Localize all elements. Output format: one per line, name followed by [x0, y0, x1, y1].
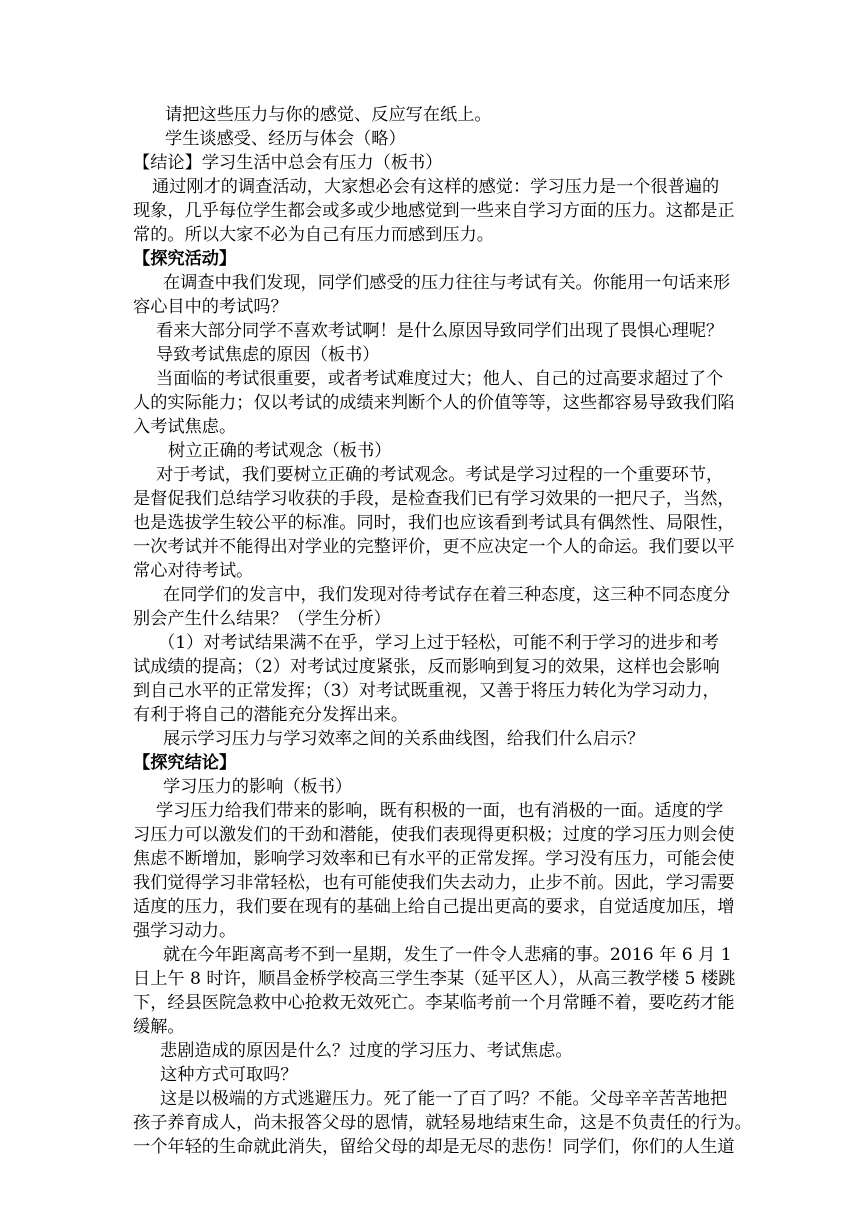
text-line: 孩子养育成人，尚未报答父母的恩情，就轻易地结束生命，这是不负责任的行为。 — [133, 1113, 752, 1133]
text-line: 一个年轻的生命就此消失，留给父母的却是无尽的悲伤！同学们，你们的人生道 — [133, 1137, 735, 1157]
text-line: 导致考试焦虑的原因（板书） — [156, 345, 380, 365]
text-line: 常的。所以大家不必为自己有压力而感到压力。 — [133, 225, 494, 245]
text-line: 对于考试，我们要树立正确的考试观念。考试是学习过程的一个重要环节， — [156, 465, 724, 485]
text-line: 到自己水平的正常发挥；（3）对考试既重视，又善于将压力转化为学习动力， — [133, 681, 720, 701]
text-line: 悲剧造成的原因是什么？过度的学习压力、考试焦虑。 — [160, 1041, 573, 1061]
text-line: 也是选拔学生较公平的标准。同时，我们也应该看到考试具有偶然性、局限性， — [133, 513, 735, 533]
text-line: 人的实际能力；仅以考试的成绩来判断个人的价值等等，这些都容易导致我们陷 — [133, 393, 735, 413]
text-line: 是督促我们总结学习收获的手段，是检查我们已有学习效果的一把尺子，当然， — [133, 489, 735, 509]
text-line: 入考试焦虑。 — [133, 417, 237, 437]
section-heading: 【探究活动】 — [133, 249, 237, 269]
text-line: 试成绩的提高；（2）对考试过度紧张，反而影响到复习的效果，这样也会影响 — [133, 657, 720, 677]
text-line: 焦虑不断增加，影响学习效率和已有水平的正常发挥。学习没有压力，可能会使 — [133, 849, 735, 869]
text-line: 这是以极端的方式逃避压力。死了能一了百了吗？不能。父母辛辛苦苦地把 — [160, 1089, 728, 1109]
text-line: 学习压力的影响（板书） — [163, 777, 353, 797]
text-line: （1）对考试结果满不在乎，学习上过于轻松，可能不利于学习的进步和考 — [158, 633, 719, 653]
text-line: 就在今年距离高考不到一星期，发生了一件令人悲痛的事。2016 年 6 月 1 — [163, 945, 732, 965]
text-line: 有利于将自己的潜能充分发挥出来。 — [133, 705, 409, 725]
text-line: 容心目中的考试吗？ — [133, 297, 288, 317]
text-line: 看来大部分同学不喜欢考试啊！是什么原因导致同学们出现了畏惧心理呢？ — [156, 321, 724, 341]
text-line: 别会产生什么结果？（学生分析） — [133, 609, 391, 629]
text-line: 当面临的考试很重要，或者考试难度过大；他人、自己的过高要求超过了个 — [156, 369, 724, 389]
text-line: 下，经县医院急救中心抢救无效死亡。李某临考前一个月常睡不着，要吃药才能 — [133, 993, 735, 1013]
text-line: 一次考试并不能得出对学业的完整评价，更不应决定一个人的命运。我们要以平 — [133, 537, 735, 557]
text-line: 这种方式可取吗？ — [160, 1065, 298, 1085]
text-line: 【结论】学习生活中总会有压力（板书） — [133, 153, 443, 173]
text-line: 现象，几乎每位学生都会或多或少地感觉到一些来自学习方面的压力。这都是正 — [133, 201, 735, 221]
section-heading: 【探究结论】 — [133, 753, 237, 773]
text-line: 学习压力给我们带来的影响，既有积极的一面，也有消极的一面。适度的学 — [156, 801, 724, 821]
text-line: 请把这些压力与你的感觉、反应写在纸上。 — [165, 105, 492, 125]
text-line: 在调查中我们发现，同学们感受的压力往往与考试有关。你能用一句话来形 — [163, 273, 731, 293]
text-line: 树立正确的考试观念（板书） — [168, 441, 392, 461]
text-line: 展示学习压力与学习效率之间的关系曲线图，给我们什么启示？ — [163, 729, 645, 749]
text-line: 常心对待考试。 — [133, 561, 254, 581]
text-line: 缓解。 — [133, 1017, 185, 1037]
text-line: 强学习动力。 — [133, 921, 237, 941]
text-line: 适度的压力，我们要在现有的基础上给自己提出更高的要求，自觉适度加压，增 — [133, 897, 735, 917]
text-line: 通过刚才的调查活动，大家想必会有这样的感觉：学习压力是一个很普遍的 — [152, 177, 720, 197]
text-line: 习压力可以激发们的干劲和潜能，使我们表现得更积极；过度的学习压力则会使 — [133, 825, 735, 845]
text-line: 学生谈感受、经历与体会（略） — [165, 129, 406, 149]
text-line: 在同学们的发言中，我们发现对待考试存在着三种态度，这三种不同态度分 — [163, 585, 731, 605]
text-line: 日上午 8 时许，顺昌金桥学校高三学生李某（延平区人），从高三教学楼 5 楼跳 — [133, 969, 736, 989]
text-line: 我们觉得学习非常轻松，也有可能使我们失去动力，止步不前。因此，学习需要 — [133, 873, 735, 893]
